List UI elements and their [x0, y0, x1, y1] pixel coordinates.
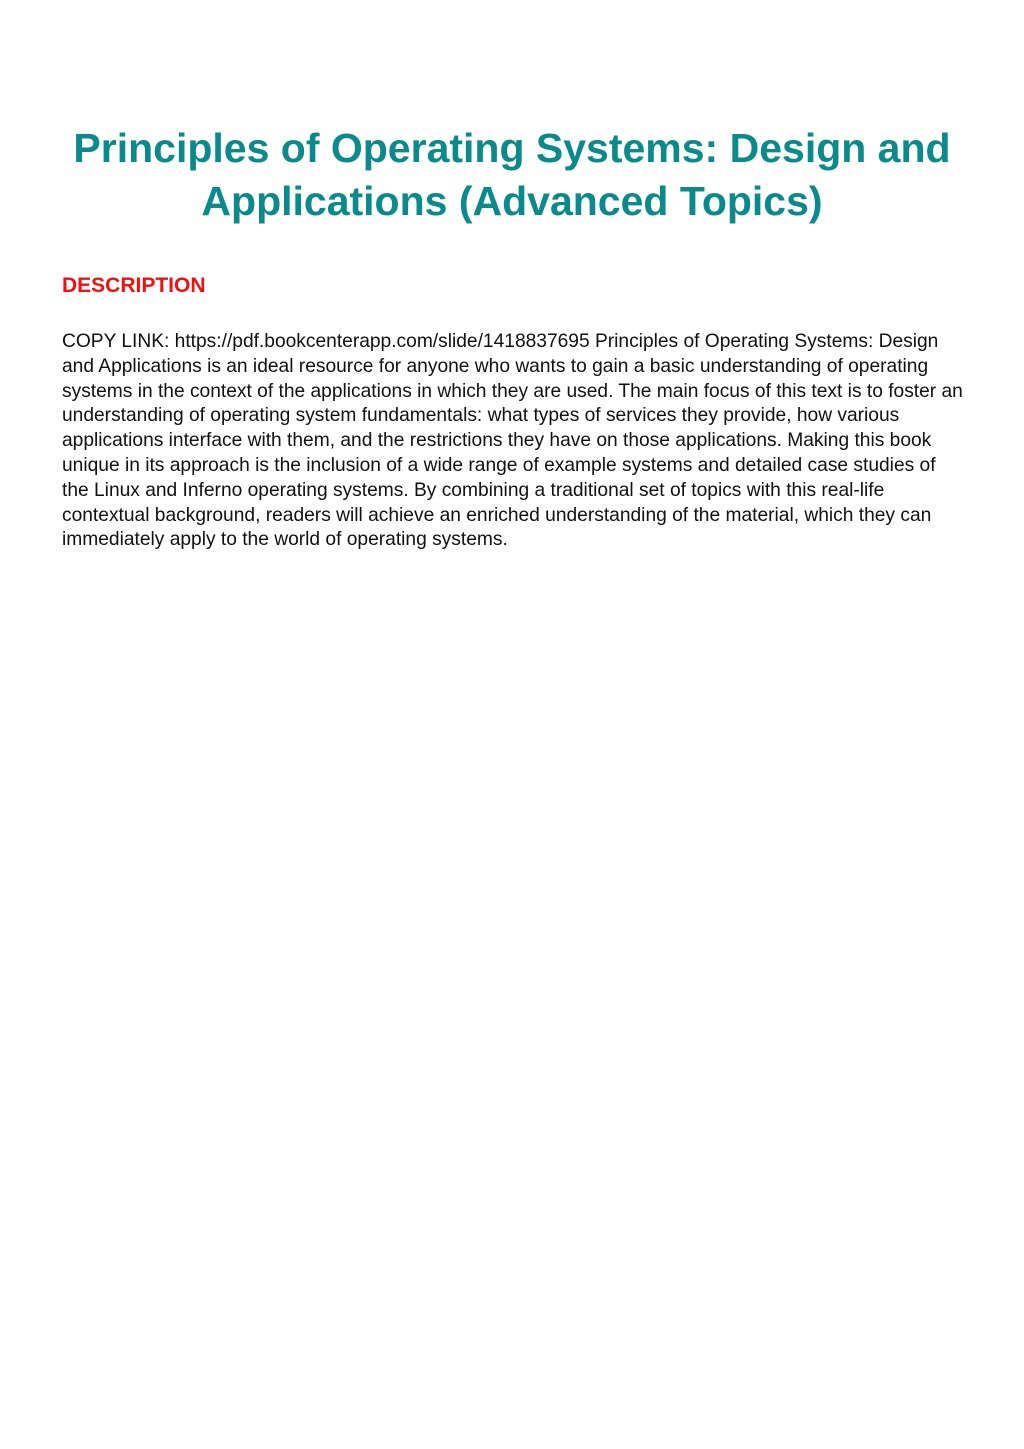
description-heading: DESCRIPTION [62, 274, 206, 297]
description-text: COPY LINK: https://pdf.bookcenterapp.com/slide/1418837695 Principles of Operating Systems: Design and Applications is an ideal resource for anyone who wants to gain a basic understanding of operating systems in the context of the applications in which they are used. The main focus of this text is to foster an understanding of operating system fundamentals: what types of services they provide, how various applications interface with them, and the restrictions they have on those applications. Making this book unique in its approach is the inclusion of a wide range of example systems and detailed case studies of the Linux and Inferno operating systems. By combining a traditional set of topics with this real-life contextual background, readers will achieve an enriched understanding of the material, which they can immediately apply to the world of operating systems. [62, 331, 963, 551]
document-title: Principles of Operating Systems: Design and Applications (Advanced Topics) [73, 125, 951, 224]
